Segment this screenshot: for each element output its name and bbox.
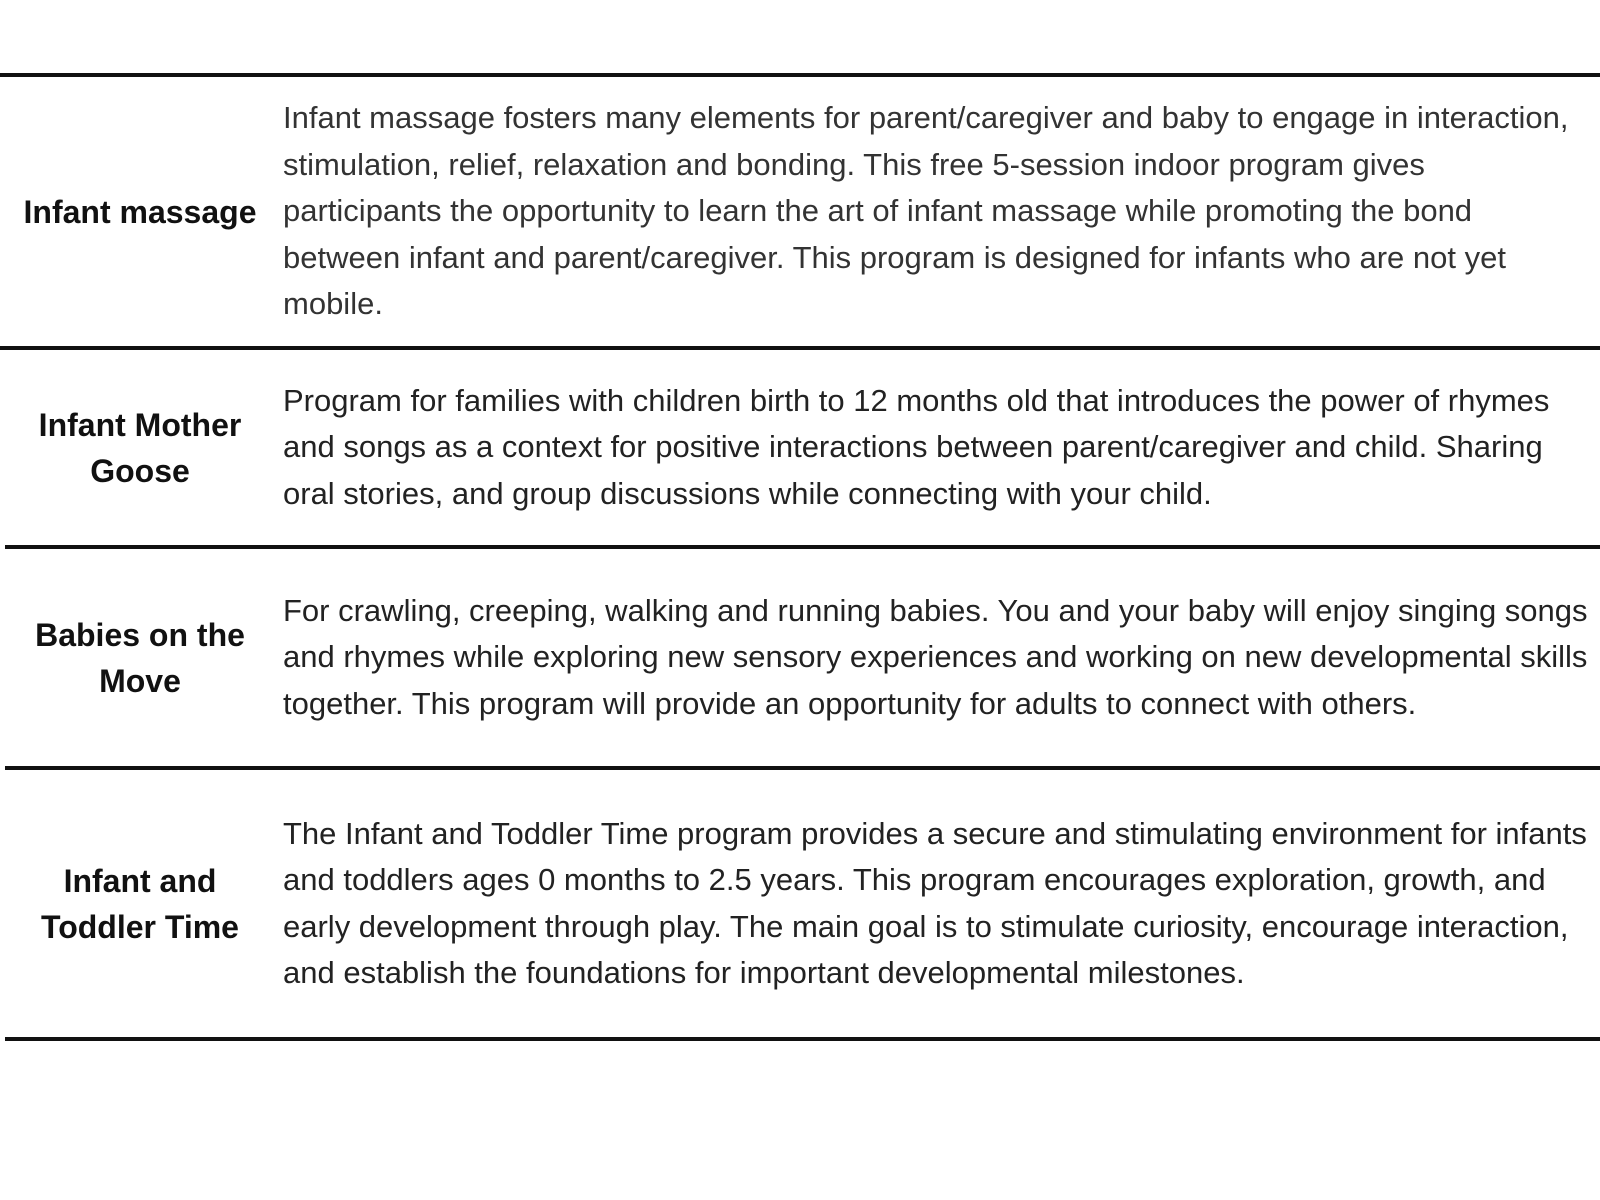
table-row (5, 350, 1600, 549)
table-row (0, 77, 1600, 350)
program-table (0, 73, 1600, 1041)
program-description: The Infant and Toddler Time program provides a secure and stimulating environment for infants and toddlers ages 0 months to 2.5 years. This program encourages exploration, growth, and early development through play. The main goal is to stimulate curiosity, encourage interaction, and establish the foundations for important developmental milestones. (283, 815, 1587, 990)
program-name: Babies on the Move (35, 616, 245, 699)
program-description: For crawling, creeping, walking and running babies. You and your baby will enjoy singing songs and rhymes while exploring new sensory experiences and working on new developmental skills together. This program will provide an opportunity for adults to connect with others. (283, 592, 1588, 721)
program-name: Infant and Toddler Time (41, 862, 239, 945)
program-name: Infant massage (23, 193, 257, 230)
program-name: Infant Mother Goose (38, 406, 242, 489)
program-description: Program for families with children birth to 12 months old that introduces the power of rhymes and songs as a context for positive interactions between parent/caregiver and child. Sharing oral stories, and group discussions while connecting with your child. (283, 382, 1550, 511)
table-row (5, 770, 1600, 1041)
program-description: Infant massage fosters many elements for parent/caregiver and baby to engage in interaction, stimulation, relief, relaxation and bonding. This free 5-session indoor program gives participants the opportunity to learn the art of infant massage while promoting the bond between infant and parent/caregiver. This program is designed for infants who are not yet mobile. (283, 100, 1569, 322)
table-row (5, 549, 1600, 770)
